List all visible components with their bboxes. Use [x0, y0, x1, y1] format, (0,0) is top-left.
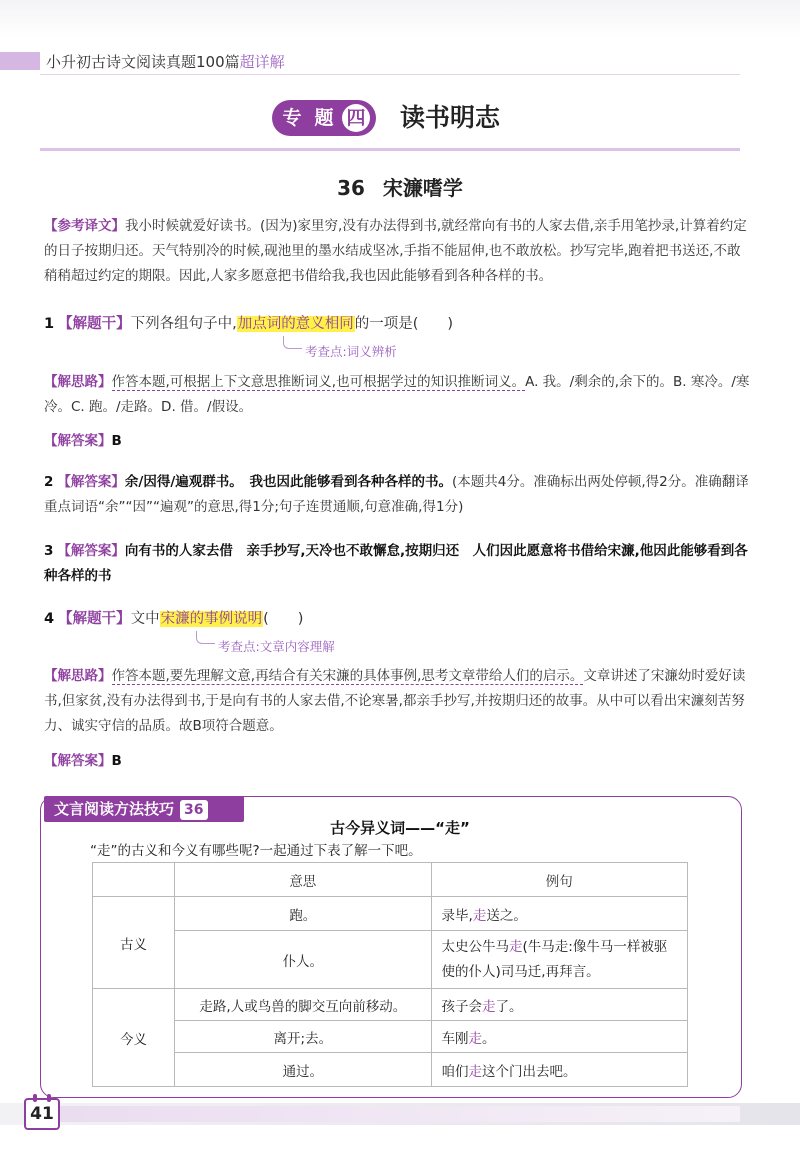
q3-tag: 【解答案】 [57, 543, 125, 559]
table-example-cell [431, 1021, 687, 1053]
translation-paragraph [44, 214, 750, 289]
topic-divider [40, 148, 740, 151]
lesson-number: 36 [337, 176, 365, 200]
example-text: 孩子会 [441, 998, 483, 1015]
topic-title: 读书明志 [400, 103, 501, 132]
table-header-cell: 意思 [175, 863, 431, 897]
q1-stem-pre: 下列各组句子中, [130, 316, 237, 332]
q4-analysis-rest: 文章讲述了宋濂幼时爱好读书,但家贫,没有办法得到书,于是向有书的人家去借,不论寒暑,都亲手抄写,并按期归还的故事。从中可以看出宋濂刻苦努力、诚实守信的品质。故B项符合题意。 [44, 668, 746, 734]
q1-analysis [44, 370, 750, 420]
q2-block [44, 470, 750, 520]
table-header-row [93, 863, 688, 897]
table-row [93, 989, 688, 1021]
table-kind-cell: 今义 [93, 989, 175, 1087]
q4-analysis-tag: 【解思路】 [44, 668, 112, 684]
q4-stem-post: ( ) [263, 611, 304, 627]
table-example-cell [431, 931, 687, 989]
table-meaning-cell: 跑。 [175, 897, 431, 931]
topic-badge [272, 100, 376, 136]
q1-analysis-rest: A. 我。/剩余的,余下的。B. 寒冷。/寒冷。C. 跑。/走路。D. 借。/假设。 [44, 374, 750, 415]
method-box-number: 36 [180, 800, 207, 820]
example-text: 了。 [495, 998, 523, 1015]
ancient-modern-meaning-table [92, 862, 688, 1087]
footer-bar [40, 1106, 740, 1122]
q1-stem-highlight: 加点词的意义相同 [237, 316, 354, 332]
example-text: 咱们 [441, 1063, 469, 1080]
q4-stem-pre: 文中 [130, 611, 160, 627]
q4-answer-value: B [111, 753, 122, 769]
topic-badge-char-3: 四 [342, 104, 370, 132]
table-example-cell [431, 897, 687, 931]
table-row [93, 897, 688, 931]
q2-scoring-note: (本题共4分。准确标出两处停顿,得2分。准确翻译重点词语“余”“因”“遍观”的意思,得1分;句子连贯通顺,句意准确,得1分) [44, 474, 749, 515]
q1-analysis-tag: 【解思路】 [44, 374, 112, 390]
translation-text: 我小时候就爱好读书。(因为)家里穷,没有办法得到书,就经常向有书的人家去借,亲手用笔抄录,计算着约定的日子按期归还。天气特别冷的时候,砚池里的墨水结成坚冰,手指不能屈伸,也不敢放松。抄写完毕,跑着把书送还,不敢稍稍超过约定的期限。因此,人家多愿意把书借给我,我也因此能够看到各种各样的书。 [44, 218, 747, 284]
lesson-title [0, 172, 800, 201]
example-keyword: 走 [509, 938, 523, 955]
q4-analysis-key: 作答本题,要先理解文意,再结合有关宋濂的具体事例,思考文章带给人们的启示。 [111, 668, 584, 684]
q1-tag: 【解题干】 [58, 316, 131, 332]
q1-answer [44, 429, 750, 454]
q1-number: 1 [44, 316, 55, 332]
header-divider [40, 74, 740, 75]
topic-badge-char-2: 题 [314, 107, 334, 129]
q1-stem-post: 的一项是( ) [354, 316, 454, 332]
q4-stem [44, 607, 750, 632]
table-row [93, 931, 688, 989]
table-row [93, 1021, 688, 1053]
lesson-name: 宋濂嗜学 [382, 176, 463, 200]
q4-analysis [44, 664, 750, 739]
table-header-cell [93, 863, 175, 897]
page-number: 41 [24, 1098, 60, 1130]
table-meaning-cell: 离开;去。 [175, 1021, 431, 1053]
example-keyword: 走 [468, 1063, 483, 1080]
table-kind-cell: 古义 [93, 897, 175, 989]
table-row [93, 1053, 688, 1087]
example-keyword: 走 [472, 907, 487, 924]
example-text: 太史公牛马 [441, 938, 510, 955]
table-example-cell [431, 989, 687, 1021]
book-title-text: 小升初古诗文阅读真题100篇 [46, 53, 240, 71]
q4-number: 4 [44, 611, 55, 627]
q1-answer-tag: 【解答案】 [44, 433, 112, 449]
book-title-accent: 超详解 [239, 53, 285, 71]
example-text: (牛马走:像牛马一样被驱使的仆人)司马迁,再拜言。 [441, 938, 668, 980]
q2-answer: 余/因得/遍观群书。 我也因此能够看到各种各样的书。 [124, 474, 453, 490]
q2-tag: 【解答案】 [57, 474, 125, 490]
example-text: 录毕, [441, 907, 473, 924]
table-header-cell: 例句 [431, 863, 687, 897]
method-box-label-text: 文言阅读方法技巧 [54, 800, 175, 818]
q1-answer-value: B [111, 433, 122, 449]
example-keyword: 走 [482, 998, 496, 1015]
table-meaning-cell: 走路,人或鸟兽的脚交互向前移动。 [175, 989, 431, 1021]
q3-answer: 向有书的人家去借 亲手抄写,天冷也不敢懈怠,按期归还 人们因此愿意将书借给宋濂,他因此能够看到各种各样的书 [44, 543, 748, 584]
q1-exam-point-note: 考查点:词义辨析 [305, 344, 397, 359]
q4-stem-highlight: 宋濂的事例说明 [160, 611, 263, 627]
book-title [46, 51, 285, 72]
table-example-cell [431, 1053, 687, 1087]
q1-analysis-key: 作答本题,可根据上下文意思推断词义,也可根据学过的知识推断词义。 [111, 374, 526, 390]
q3-block [44, 539, 750, 589]
example-text: 车刚 [441, 1030, 469, 1047]
topic-badge-char-1: 专 [282, 107, 302, 129]
q1-stem [44, 312, 750, 337]
example-text: 这个门出去吧。 [482, 1063, 577, 1080]
q4-exam-point-note: 考查点:文章内容理解 [218, 639, 335, 654]
q3-number: 3 [44, 543, 54, 559]
q2-number: 2 [44, 474, 54, 490]
method-box-title: 古今异义词——“走” [330, 819, 470, 837]
header-color-bar [0, 52, 40, 70]
q4-answer [44, 749, 750, 774]
example-text: 。 [482, 1030, 496, 1047]
translation-tag: 【参考译文】 [44, 218, 125, 234]
q4-answer-tag: 【解答案】 [44, 753, 112, 769]
table-meaning-cell: 仆人。 [175, 931, 431, 989]
table-meaning-cell: 通过。 [175, 1053, 431, 1087]
method-box-intro: “走”的古义和今义有哪些呢?一起通过下表了解一下吧。 [90, 843, 422, 859]
example-text: 送之。 [486, 907, 527, 924]
top-strip [0, 0, 800, 38]
example-keyword: 走 [468, 1030, 483, 1047]
q4-tag: 【解题干】 [58, 611, 131, 627]
